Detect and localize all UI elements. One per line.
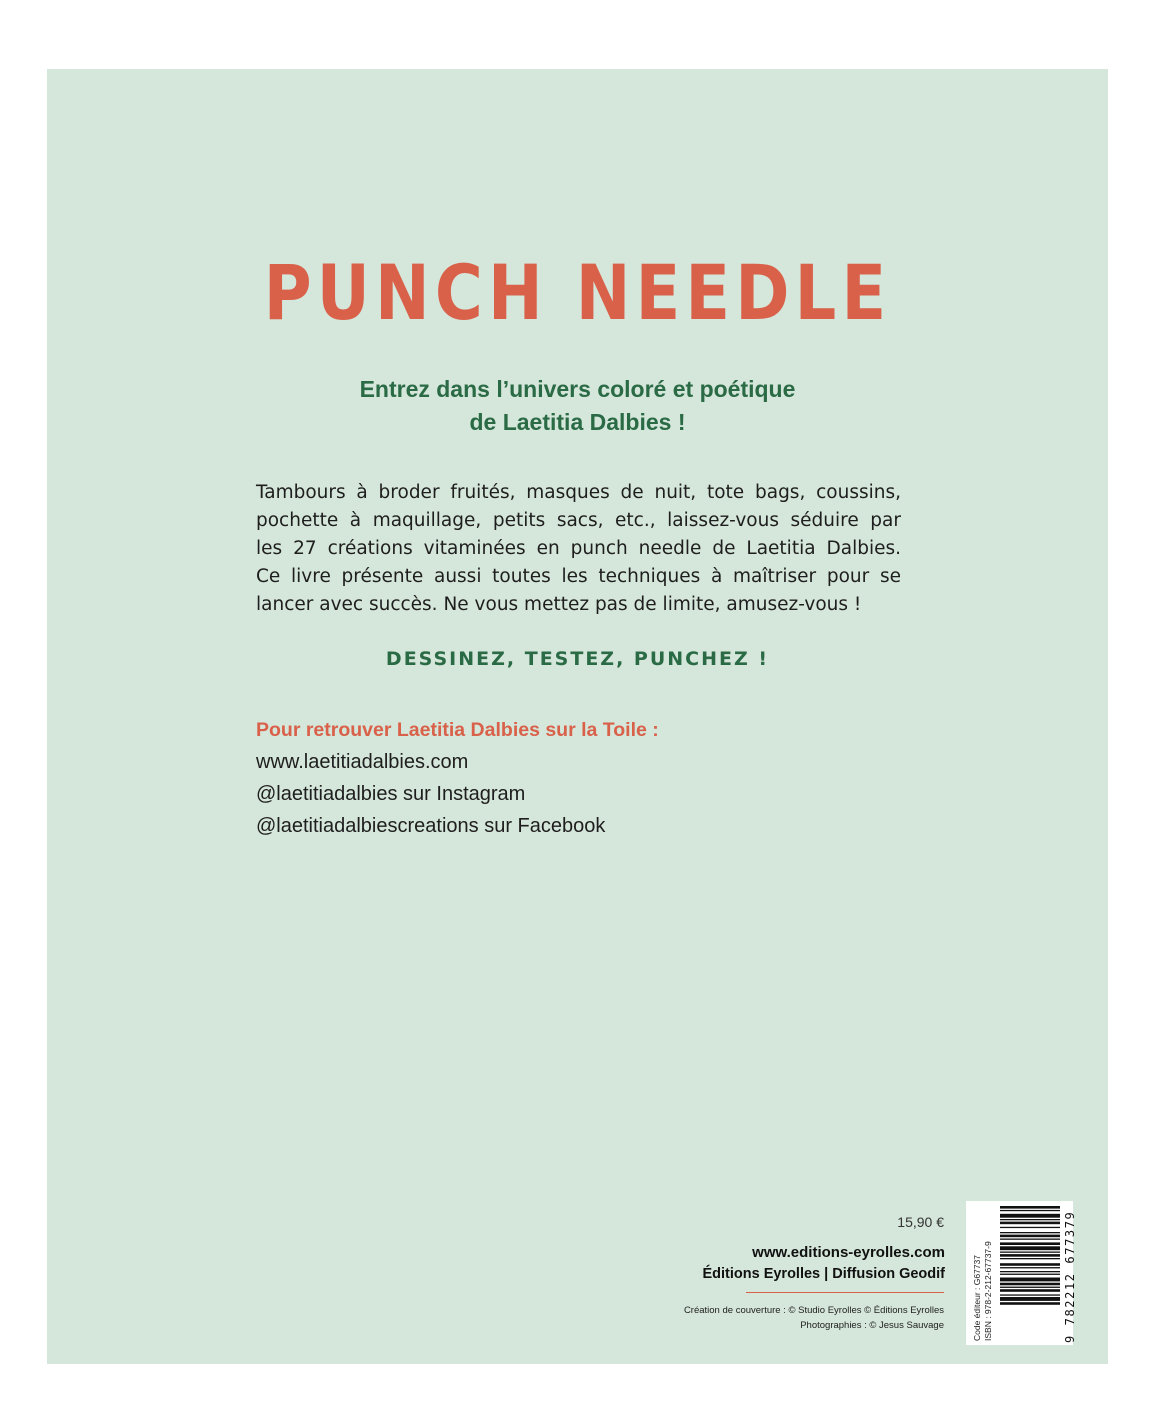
barcode-bar xyxy=(1000,1232,1060,1233)
barcode-bar xyxy=(1000,1242,1060,1245)
barcode-bar xyxy=(1000,1214,1060,1218)
tagline: DESSINEZ, TESTEZ, PUNCHEZ ! xyxy=(385,648,770,670)
barcode-bar xyxy=(1000,1271,1060,1272)
barcode-bar xyxy=(1000,1294,1060,1295)
blurb-line: Ce livre présente aussi toutes les techniques à maîtriser pour se xyxy=(256,566,901,587)
barcode-bar xyxy=(1000,1302,1060,1305)
barcode-bar xyxy=(1000,1297,1060,1301)
photo-credit: Photographies : © Jesus Sauvage xyxy=(800,1320,944,1331)
barcode-bar xyxy=(1000,1227,1060,1228)
isbn-text: ISBN : 978-2-212-67737-9 xyxy=(983,1241,993,1341)
barcode-bar xyxy=(1000,1235,1060,1238)
barcode-bar xyxy=(1000,1206,1060,1209)
facebook-link: @laetitiadalbiescreations sur Facebook xyxy=(256,815,606,837)
barcode-codes xyxy=(972,1241,994,1341)
code-editeur: Code éditeur : G67737 xyxy=(972,1254,982,1341)
barcode-digits: 9 782212 677379 xyxy=(1063,1210,1077,1343)
links-heading: Pour retrouver Laetitia Dalbies sur la Toile : xyxy=(256,719,659,741)
blurb-line: Tambours à broder fruités, masques de nuit, tote bags, coussins, xyxy=(256,482,901,503)
barcode-bar xyxy=(1000,1252,1060,1253)
divider xyxy=(746,1292,944,1293)
subtitle-line: de Laetitia Dalbies ! xyxy=(469,409,686,435)
author-links xyxy=(256,714,659,842)
instagram-link: @laetitiadalbies sur Instagram xyxy=(256,783,526,805)
barcode-bar xyxy=(1000,1258,1060,1259)
barcode-bar xyxy=(1000,1239,1060,1240)
publisher-website: www.editions-eyrolles.com xyxy=(752,1244,945,1261)
barcode-bar xyxy=(1000,1210,1060,1211)
barcode xyxy=(1000,1206,1060,1341)
barcode-bar xyxy=(1000,1219,1060,1220)
barcode-bar xyxy=(1000,1287,1060,1288)
publisher-name: Éditions Eyrolles | Diffusion Geodif xyxy=(702,1266,945,1282)
barcode-bar xyxy=(1000,1246,1060,1250)
barcode-bar xyxy=(1000,1263,1060,1266)
barcode-bar xyxy=(1000,1283,1060,1286)
book-title: PUNCH NEEDLE xyxy=(263,248,892,337)
price: 15,90 € xyxy=(897,1214,944,1230)
subtitle-line: Entrez dans l’univers coloré et poétique xyxy=(359,376,796,402)
cover-credit: Création de couverture : © Studio Eyrolles © Éditions Eyrolles xyxy=(683,1305,944,1316)
blurb-line: lancer avec succès. Ne vous mettez pas de limite, amusez-vous ! xyxy=(256,594,862,615)
blurb-line: pochette à maquillage, petits sacs, etc., laissez-vous séduire par xyxy=(256,510,901,531)
subtitle xyxy=(0,373,1155,439)
barcode-bar xyxy=(1000,1289,1060,1292)
barcode-bar xyxy=(1000,1254,1060,1257)
barcode-bar xyxy=(1000,1222,1060,1225)
barcode-bar xyxy=(1000,1278,1060,1282)
barcode-bar xyxy=(1000,1274,1060,1275)
credits xyxy=(684,1303,944,1333)
website-link: www.laetitiadalbies.com xyxy=(256,751,469,773)
blurb xyxy=(256,479,901,619)
barcode-bar xyxy=(1000,1267,1060,1268)
blurb-line: les 27 créations vitaminées en punch needle de Laetitia Dalbies. xyxy=(256,538,901,559)
